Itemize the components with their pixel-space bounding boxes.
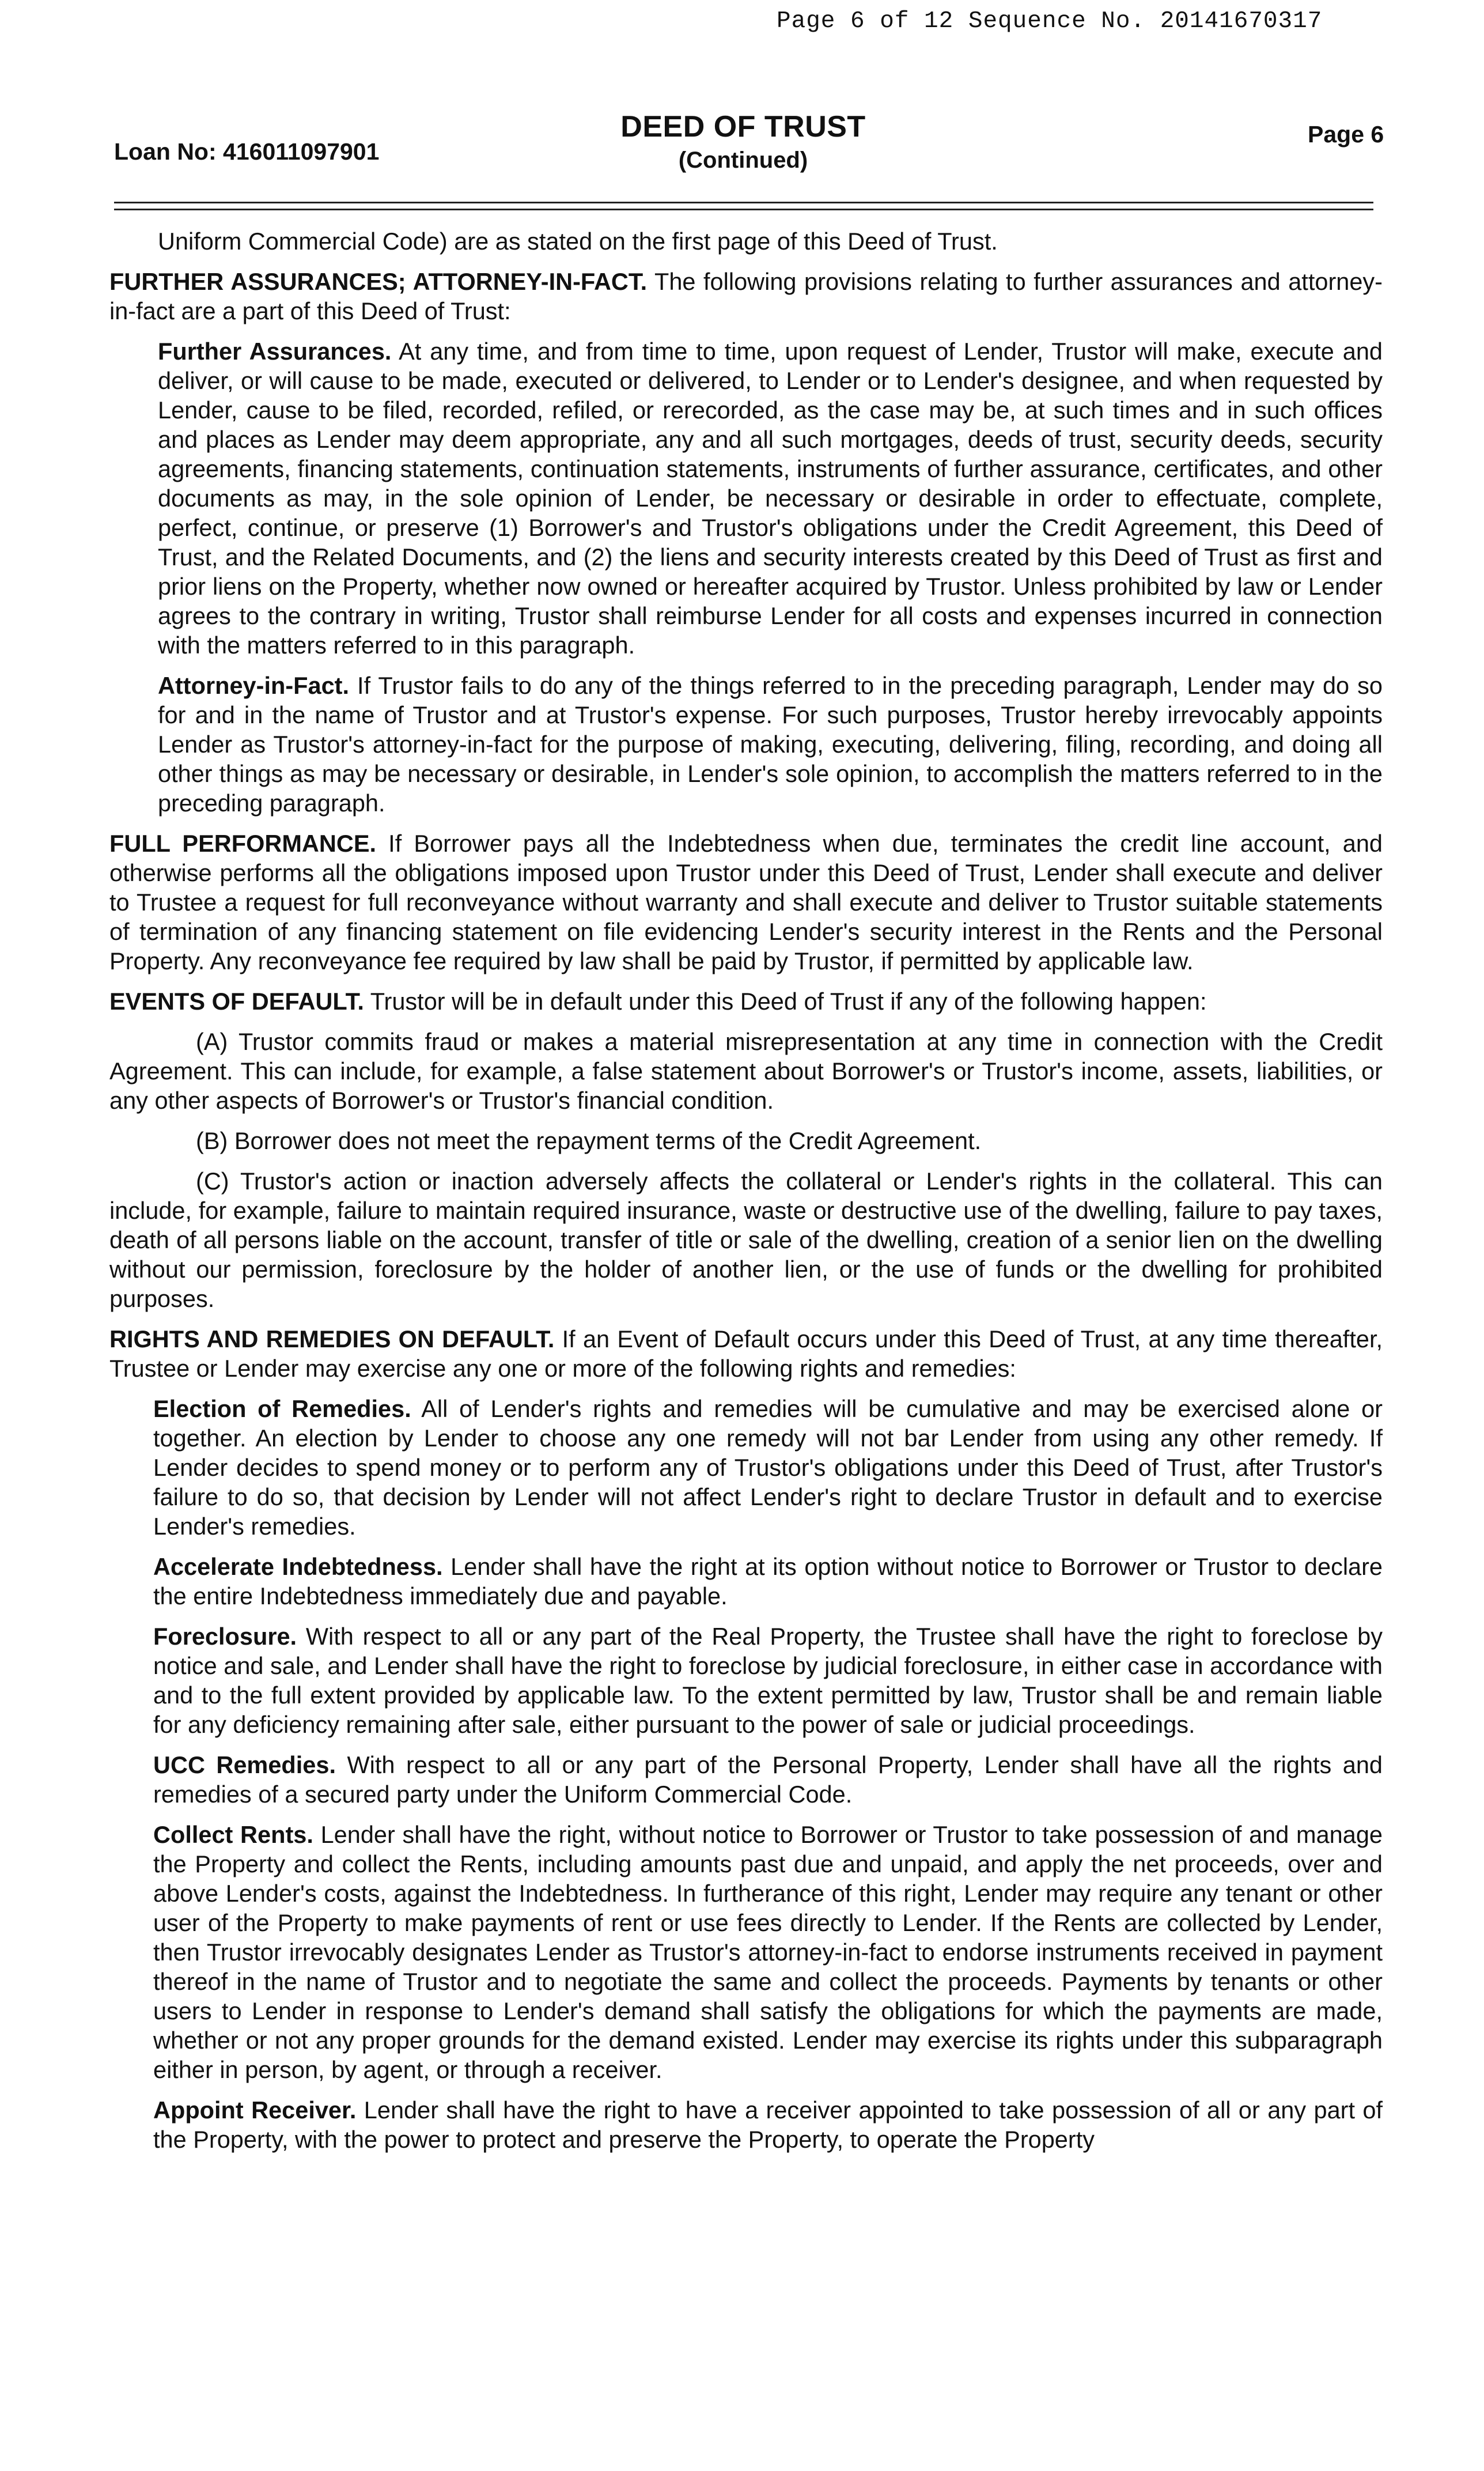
subsection-heading: Foreclosure. <box>153 1623 297 1650</box>
subsection-heading: Collect Rents. <box>153 1821 313 1848</box>
section-heading: FURTHER ASSURANCES; ATTORNEY-IN-FACT. <box>109 268 648 295</box>
subsection-heading: Appoint Receiver. <box>153 2096 357 2124</box>
section-text: If an Event of Default occurs under this Deed of Trust, at any time thereafter, Trustee or Lender may exercise any one or more of the following rights and remedies: <box>109 1325 1383 1382</box>
section-heading: FULL PERFORMANCE. <box>109 830 377 857</box>
loan-value: 416011097901 <box>223 138 380 165</box>
subsection-heading: Accelerate Indebtedness. <box>153 1553 443 1580</box>
subsection-text: Lender shall have the right at its option without notice to Borrower or Trustor to declare the entire Indebtedness immediately due and payable. <box>153 1553 1383 1609</box>
event-item-c: (C) Trustor's action or inaction adversely affects the collateral or Lender's rights in the collateral. This can include, for example, failure to maintain required insurance, waste or destructive use of the dwelling, failure to pay taxes, death of all persons liable on the account, transfer of title or sale of the dwelling, creation of a senior lien on the dwelling without our permission, foreclosure by the holder of another lien, or the use of funds or the dwelling for prohibited purposes. <box>109 1168 1383 1312</box>
subsection-text: If Trustor fails to do any of the things referred to in the preceding paragraph, Lender may do so for and in the name of Trustor and at Trustor's expense. For such purposes, Trustor hereby irrevocably appoints Lender as Trustor's attorney-in-fact for the purpose of making, executing, delivering, filing, recording, and doing all other things as may be necessary or desirable, in Lender's sole opinion, to accomplish the matters referred to in the preceding paragraph. <box>158 672 1383 817</box>
subsection-foreclosure <box>109 1622 1383 1739</box>
subsection-heading: Election of Remedies. <box>153 1395 411 1422</box>
subsection-attorney-in-fact <box>109 671 1383 818</box>
loan-number <box>114 138 379 165</box>
section-events-of-default <box>109 987 1383 1016</box>
section-full-performance <box>109 829 1383 976</box>
subsection-ucc-remedies <box>109 1750 1383 1809</box>
subsection-text: Lender shall have the right, without notice to Borrower or Trustor to take possession of and manage the Property and collect the Rents, including amounts past due and unpaid, and apply the net proceeds, over and above Lender's costs, against the Indebtedness. In furtherance of this right, Lender may require any tenant or other user of the Property to make payments of rent or use fees directly to Lender. If the Rents are collected by Lender, then Trustor irrevocably designates Lender as Trustor's attorney-in-fact to endorse instruments received in payment thereof in the name of Trustor and to negotiate the same and collect the proceeds. Payments by tenants or other users to Lender in response to Lender's demand shall satisfy the obligations for which the payments are made, whether or not any proper grounds for the demand existed. Lender may exercise its rights under this subparagraph either in person, by agent, or through a receiver. <box>153 1821 1383 2083</box>
subsection-text: With respect to all or any part of the Real Property, the Trustee shall have the right to foreclose by notice and sale, and Lender shall have the right to foreclose by judicial foreclosure, in either case in accordance with and to the full extent provided by applicable law. To the extent permitted by law, Trustor shall be and remain liable for any deficiency remaining after sale, either pursuant to the power of sale or judicial proceedings. <box>153 1623 1383 1738</box>
loan-label: Loan No: <box>114 138 217 165</box>
section-heading: RIGHTS AND REMEDIES ON DEFAULT. <box>109 1325 555 1352</box>
subsection-further-assurances <box>109 337 1383 660</box>
subsection-collect-rents <box>109 1820 1383 2084</box>
subsection-text: Lender shall have the right to have a receiver appointed to take possession of all or any part of the Property, with the power to protect and preserve the Property, to operate the Property <box>153 2096 1383 2153</box>
subsection-text: With respect to all or any part of the Personal Property, Lender shall have all the rights and remedies of a secured party under the Uniform Commercial Code. <box>153 1751 1383 1808</box>
event-item-a: (A) Trustor commits fraud or makes a material misrepresentation at any time in connection with the Credit Agreement. This can include, for example, a false statement about Borrower's or Trustor's income, assets, liabilities, or any other aspects of Borrower's or Trustor's financial condition. <box>109 1028 1383 1114</box>
section-text: The following provisions relating to further assurances and attorney-in-fact are a part of this Deed of Trust: <box>109 268 1383 324</box>
sequence-line: Page 6 of 12 Sequence No. 20141670317 <box>777 8 1323 35</box>
paragraph-ucc-intro: Uniform Commercial Code) are as stated on the first page of this Deed of Trust. <box>158 228 998 255</box>
section-text: If Borrower pays all the Indebtedness when due, terminates the credit line account, and otherwise performs all the obligations imposed upon Trustor under this Deed of Trust, Lender shall execute and deliver to Trustee a request for full reconveyance without warranty and shall execute and deliver to Trustor suitable statements of termination of any financing statement on file evidencing Lender's security interest in the Rents and the Personal Property. Any reconveyance fee required by law shall be paid by Trustor, if permitted by applicable law. <box>109 830 1383 974</box>
document-title-block <box>565 109 922 173</box>
subsection-heading: Attorney-in-Fact. <box>158 672 349 699</box>
document-subtitle: (Continued) <box>678 148 808 173</box>
subsection-heading: UCC Remedies. <box>153 1751 336 1778</box>
event-item-b: (B) Borrower does not meet the repayment terms of the Credit Agreement. <box>196 1127 982 1154</box>
section-text: Trustor will be in default under this Deed of Trust if any of the following happen: <box>370 988 1207 1015</box>
subsection-accelerate-indebtedness <box>109 1552 1383 1611</box>
section-further-assurances <box>109 267 1383 326</box>
section-rights-and-remedies <box>109 1324 1383 1383</box>
subsection-heading: Further Assurances. <box>158 338 392 365</box>
section-heading: EVENTS OF DEFAULT. <box>109 988 364 1015</box>
document-body <box>109 226 1383 2165</box>
header-rule-top <box>114 202 1373 203</box>
header-rule-bottom <box>114 209 1373 210</box>
subsection-appoint-receiver <box>109 2095 1383 2154</box>
subsection-election-of-remedies <box>109 1394 1383 1541</box>
document-title: DEED OF TRUST <box>620 110 866 143</box>
subsection-text: At any time, and from time to time, upon request of Lender, Trustor will make, execute and deliver, or will cause to be made, executed or delivered, to Lender or to Lender's designee, and when requested by Lender, cause to be filed, recorded, refiled, or rerecorded, as the case may be, at such times and in such offices and places as Lender may deem appropriate, any and all such mortgages, deeds of trust, security deeds, security agreements, financing statements, continuation statements, instruments of further assurance, certificates, and other documents as may, in the sole opinion of Lender, be necessary or desirable in order to effectuate, complete, perfect, continue, or preserve (1) Borrower's and Trustor's obligations under the Credit Agreement, this Deed of Trust, and the Related Documents, and (2) the liens and security interests created by this Deed of Trust as first and prior liens on the Property, whether now owned or hereafter acquired by Trustor. Unless prohibited by law or Lender agrees to the contrary in writing, Trustor shall reimburse Lender for all costs and expenses incurred in connection with the matters referred to in this paragraph. <box>158 338 1383 659</box>
subsection-text: All of Lender's rights and remedies will be cumulative and may be exercised alone or together. An election by Lender to choose any one remedy will not bar Lender from using any other remedy. If Lender decides to spend money or to perform any of Trustor's obligations under this Deed of Trust, after Trustor's failure to do so, that decision by Lender will not affect Lender's right to declare Trustor in default and to exercise Lender's remedies. <box>153 1395 1383 1540</box>
page-number: Page 6 <box>1308 121 1384 148</box>
